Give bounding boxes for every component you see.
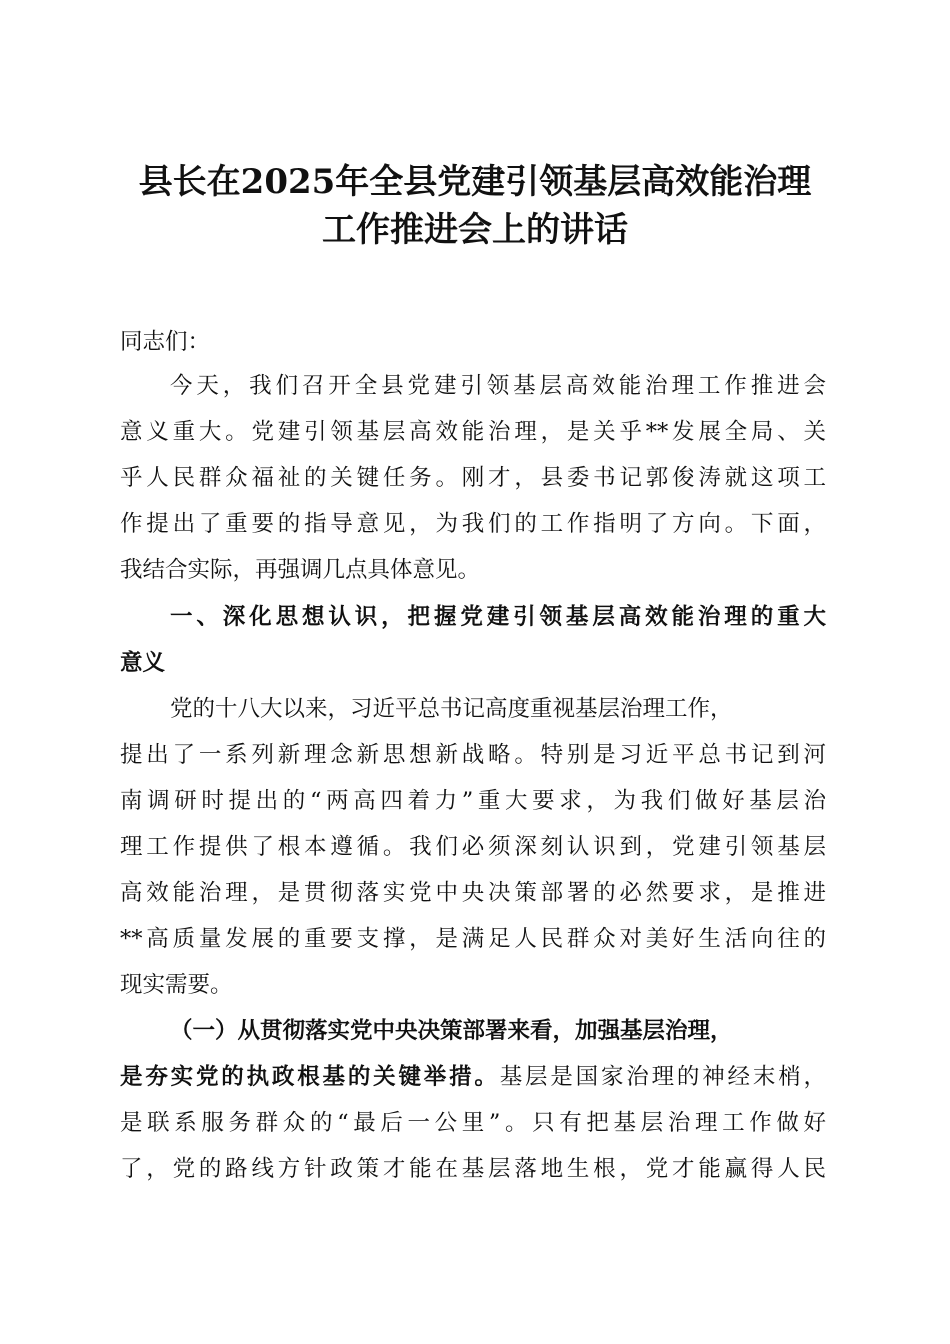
salutation: 同志们： bbox=[120, 329, 211, 355]
title-line-2: 工作推进会上的讲话 bbox=[322, 210, 628, 250]
para1-line-3: 乎人民群众福祉的关键任务。刚才，县委书记郭俊涛就这项工 bbox=[120, 465, 826, 491]
para3-line-1: （一）从贯彻落实党中央决策部署来看，加强基层治理， bbox=[170, 1018, 733, 1044]
para1-line-2: 意义重大。党建引领基层高效能治理，是关乎**发展全局、关 bbox=[120, 419, 826, 445]
section-heading-1-line-2: 意义 bbox=[120, 650, 166, 676]
para2-line-3: 南调研时提出的“两高四着力”重大要求，为我们做好基层治 bbox=[120, 788, 826, 814]
para2-line-1: 党的十八大以来，习近平总书记高度重视基层治理工作， bbox=[170, 696, 733, 722]
para2-line-2: 提出了一系列新理念新思想新战略。特别是习近平总书记到河 bbox=[120, 742, 826, 768]
section-heading-1-line-1: 一、深化思想认识，把握党建引领基层高效能治理的重大 bbox=[170, 604, 826, 630]
para3-line-2 bbox=[120, 1053, 826, 1101]
title-line-1: 县长在2025年全县党建引领基层高效能治理 bbox=[138, 162, 812, 202]
para3-bold-phrase: 是夯实党的执政根基的关键举措。 bbox=[120, 1064, 500, 1090]
para1-line-4: 作提出了重要的指导意见，为我们的工作指明了方向。下面， bbox=[120, 511, 826, 537]
para1-line-5: 我结合实际，再强调几点具体意见。 bbox=[120, 557, 481, 583]
para2-line-6: **高质量发展的重要支撑，是满足人民群众对美好生活向往的 bbox=[120, 926, 826, 952]
para2-line-4: 理工作提供了根本遵循。我们必须深刻认识到，党建引领基层 bbox=[120, 834, 826, 860]
para1-line-1: 今天，我们召开全县党建引领基层高效能治理工作推进会 bbox=[170, 373, 826, 399]
para3-line-3: 是联系服务群众的“最后一公里”。只有把基层治理工作做好 bbox=[120, 1110, 826, 1136]
para2-line-5: 高效能治理，是贯彻落实党中央决策部署的必然要求，是推进 bbox=[120, 880, 826, 906]
para2-line-7: 现实需要。 bbox=[120, 972, 233, 998]
para3-line-4: 了，党的路线方针政策才能在基层落地生根，党才能赢得人民 bbox=[120, 1156, 826, 1182]
para3-line-2-rest: 基层是国家治理的神经末梢， bbox=[499, 1064, 826, 1090]
